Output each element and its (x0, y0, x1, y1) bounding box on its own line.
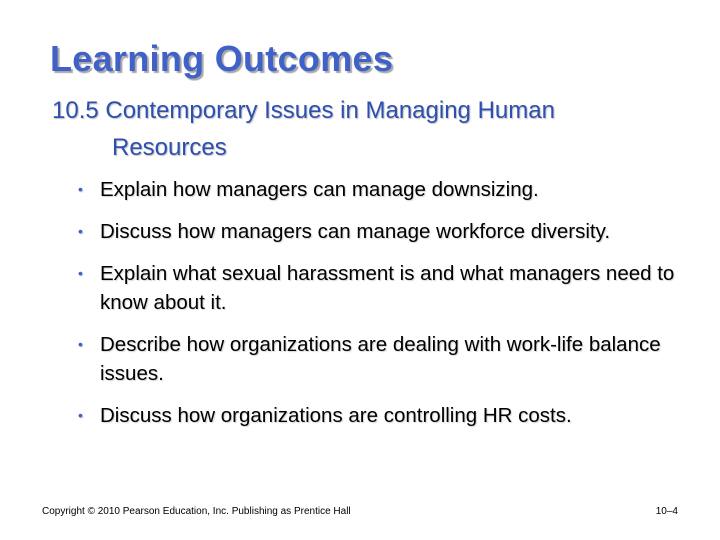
slide-title: Learning Outcomes (50, 38, 394, 79)
bullet-icon: • (78, 265, 83, 281)
list-item-text: Explain what sexual harassment is and what managers need to know about it. (100, 262, 675, 314)
page-number: 10–4 (655, 506, 678, 517)
list-item-text: Describe how organizations are dealing with work-life balance issues. (100, 333, 661, 385)
bullet-icon: • (78, 181, 83, 197)
list-item (78, 175, 688, 204)
list-item (78, 217, 688, 246)
bullet-icon: • (78, 223, 83, 239)
list-item (78, 330, 688, 388)
subtitle-line-2: Resources (112, 134, 227, 161)
list-item-text: Discuss how organizations are controlling HR costs. (100, 404, 572, 427)
slide-footer (42, 506, 678, 517)
bullet-icon: • (78, 407, 83, 423)
list-item (78, 401, 688, 430)
list-item-text: Discuss how managers can manage workforce diversity. (100, 220, 611, 243)
bullet-icon: • (78, 336, 83, 352)
list-item-text: Explain how managers can manage downsizing. (100, 178, 539, 201)
learning-outcomes-list (78, 175, 688, 443)
list-item (78, 259, 688, 317)
subtitle-line-1: 10.5 Contemporary Issues in Managing Human (52, 97, 555, 124)
section-subtitle (52, 92, 672, 166)
copyright-text: Copyright © 2010 Pearson Education, Inc. Publishing as Prentice Hall (42, 506, 351, 517)
